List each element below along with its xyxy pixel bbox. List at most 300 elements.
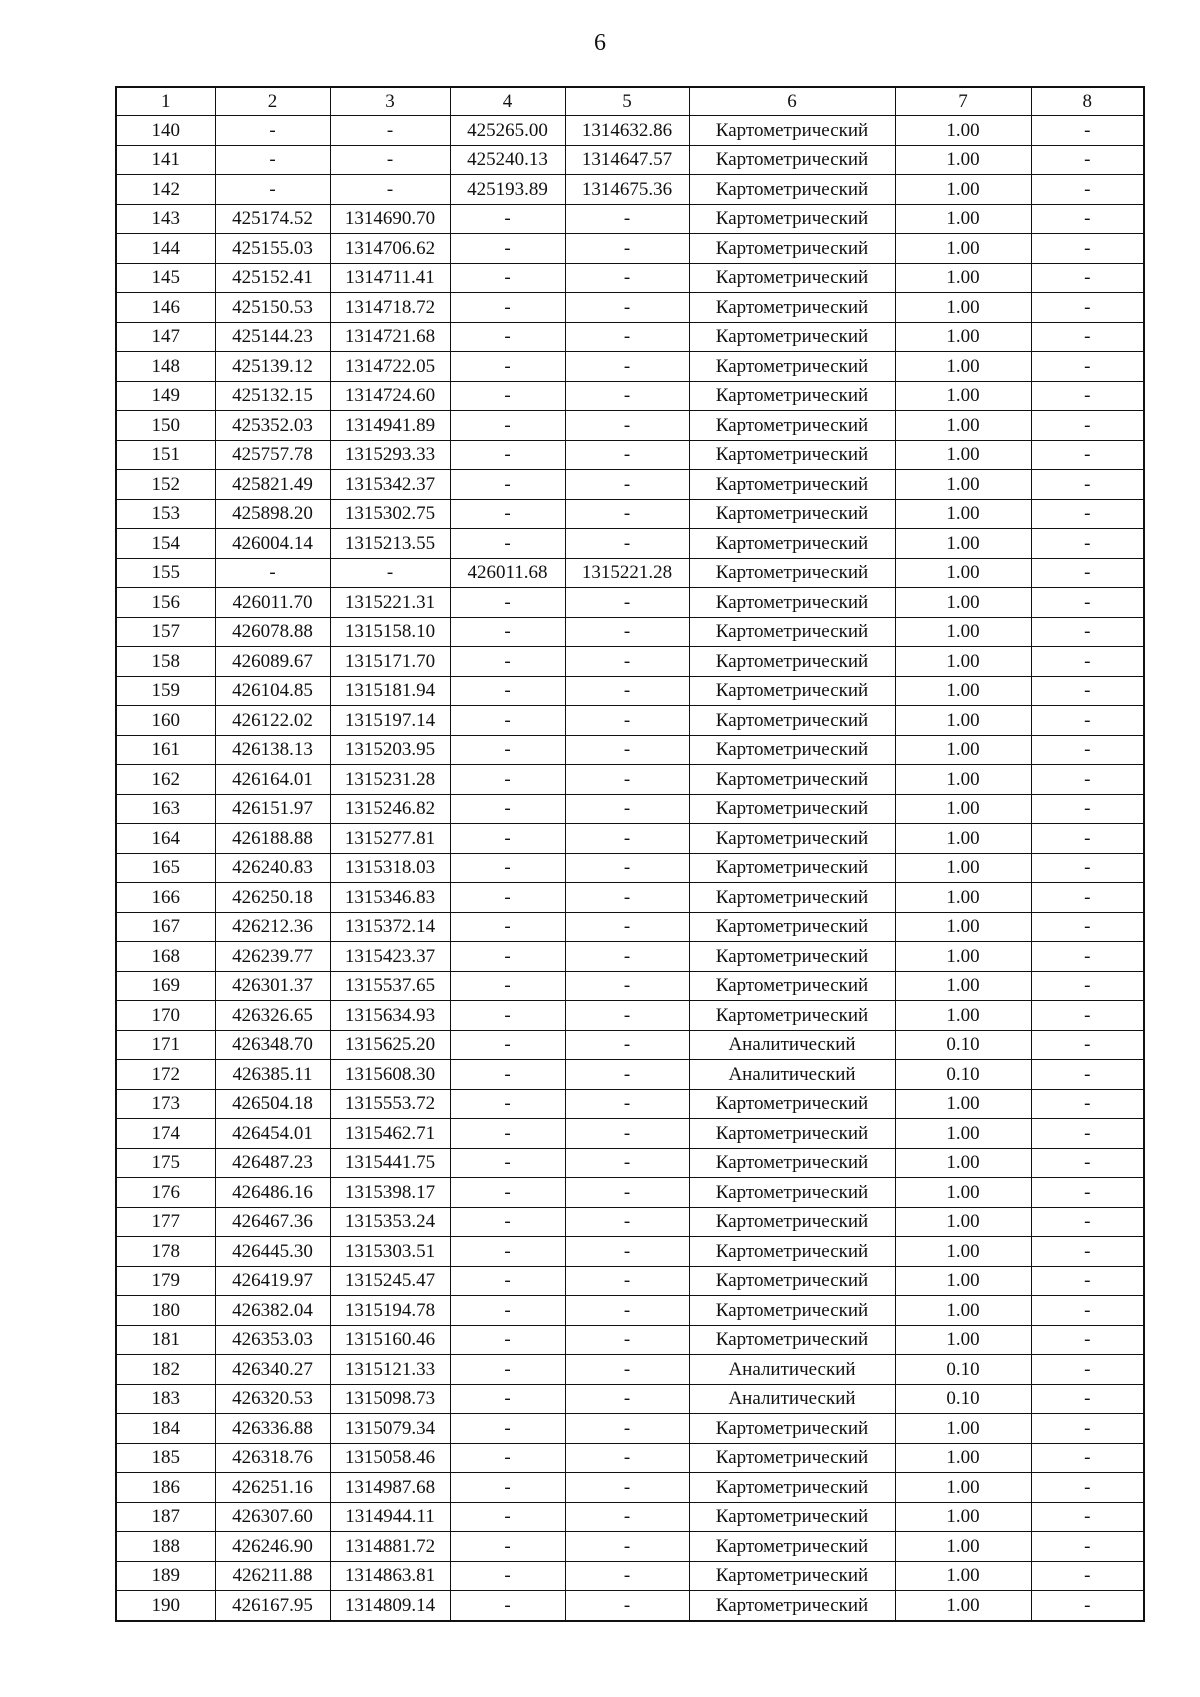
table-cell: - [565,647,689,677]
table-cell: - [1031,1178,1144,1208]
table-cell: 426419.97 [215,1266,330,1296]
table-cell: 1.00 [895,381,1031,411]
table-cell: 1314987.68 [330,1473,450,1503]
table-body [116,116,1144,1621]
table-cell: 1314632.86 [565,116,689,146]
table-row [116,824,1144,854]
table-cell: Картометрический [689,411,895,441]
table-cell: 426011.68 [450,558,565,588]
table-cell: 426487.23 [215,1148,330,1178]
table-cell: Картометрический [689,1296,895,1326]
table-cell: Картометрический [689,381,895,411]
table-cell: - [450,1384,565,1414]
table-cell: 1315303.51 [330,1237,450,1267]
table-cell: 426240.83 [215,853,330,883]
table-cell: 426336.88 [215,1414,330,1444]
table-header [116,87,1144,116]
table-cell: 177 [116,1207,215,1237]
table-cell: 1.00 [895,1561,1031,1591]
table-cell: - [450,883,565,913]
table-cell: - [450,1001,565,1031]
table-row [116,145,1144,175]
table-cell: 1.00 [895,1001,1031,1031]
table-cell: 1315246.82 [330,794,450,824]
table-cell: 425174.52 [215,204,330,234]
table-cell: - [450,912,565,942]
table-cell: - [565,794,689,824]
table-cell: - [565,1237,689,1267]
table-cell: 1315245.47 [330,1266,450,1296]
table-cell: Картометрический [689,204,895,234]
table-cell: - [450,1591,565,1621]
table-row [116,853,1144,883]
table-cell: 146 [116,293,215,323]
table-cell: 0.10 [895,1060,1031,1090]
table-row [116,499,1144,529]
table-cell: - [1031,1591,1144,1621]
table-cell: 1315372.14 [330,912,450,942]
table-cell: 426188.88 [215,824,330,854]
table-cell: 147 [116,322,215,352]
table-row [116,1502,1144,1532]
table-cell: - [450,588,565,618]
table-cell: 181 [116,1325,215,1355]
table-cell: - [565,676,689,706]
table-row [116,440,1144,470]
table-cell: - [565,499,689,529]
table-cell: - [1031,824,1144,854]
table-cell: 167 [116,912,215,942]
table-cell: 180 [116,1296,215,1326]
table-cell: - [565,1266,689,1296]
table-cell: - [565,234,689,264]
table-cell: 161 [116,735,215,765]
table-cell: - [565,1060,689,1090]
table-cell: - [565,381,689,411]
table-cell: 426211.88 [215,1561,330,1591]
table-cell: 1315553.72 [330,1089,450,1119]
table-cell: 1314711.41 [330,263,450,293]
table-cell: 426167.95 [215,1591,330,1621]
table-cell: - [1031,1060,1144,1090]
table-cell: 1.00 [895,1325,1031,1355]
table-cell: - [565,1207,689,1237]
table-cell: Картометрический [689,735,895,765]
table-cell: 1315441.75 [330,1148,450,1178]
table-cell: 143 [116,204,215,234]
table-cell: 145 [116,263,215,293]
table-cell: Картометрический [689,352,895,382]
table-cell: - [450,1148,565,1178]
table-cell: - [565,588,689,618]
table-cell: Картометрический [689,1089,895,1119]
table-row [116,204,1144,234]
table-cell: 144 [116,234,215,264]
table-cell: 426151.97 [215,794,330,824]
table-cell: Картометрический [689,1502,895,1532]
table-row [116,558,1144,588]
table-cell: 1315194.78 [330,1296,450,1326]
table-cell: Картометрический [689,765,895,795]
table-cell: - [1031,1325,1144,1355]
table-cell: 1315302.75 [330,499,450,529]
table-cell: - [565,1384,689,1414]
table-cell: 170 [116,1001,215,1031]
table-cell: - [450,204,565,234]
table-cell: 183 [116,1384,215,1414]
table-cell: 1.00 [895,735,1031,765]
table-cell: Картометрический [689,853,895,883]
table-cell: - [450,971,565,1001]
column-header: 2 [215,87,330,116]
table-cell: 426246.90 [215,1532,330,1562]
table-cell: 1.00 [895,470,1031,500]
table-cell: - [1031,440,1144,470]
table-cell: - [565,735,689,765]
table-cell: 1.00 [895,1119,1031,1149]
table-cell: - [565,1443,689,1473]
table-cell: - [565,1591,689,1621]
table-cell: 425155.03 [215,234,330,264]
table-cell: 158 [116,647,215,677]
table-row [116,1414,1144,1444]
table-row [116,1561,1144,1591]
table-row [116,470,1144,500]
table-cell: 187 [116,1502,215,1532]
table-cell: 425193.89 [450,175,565,205]
table-cell: 426138.13 [215,735,330,765]
table-cell: - [450,1414,565,1444]
table-cell: 1.00 [895,263,1031,293]
table-cell: - [1031,1089,1144,1119]
table-cell: Картометрический [689,1237,895,1267]
table-cell: - [565,1089,689,1119]
table-cell: 1314724.60 [330,381,450,411]
table-cell: - [565,1355,689,1385]
table-cell: Аналитический [689,1060,895,1090]
table-cell: - [450,1119,565,1149]
table-cell: 1.00 [895,411,1031,441]
table-row [116,765,1144,795]
table-cell: 1315197.14 [330,706,450,736]
table-cell: 426104.85 [215,676,330,706]
table-cell: - [450,499,565,529]
table-cell: 1.00 [895,588,1031,618]
table-cell: - [1031,470,1144,500]
table-cell: Картометрический [689,1148,895,1178]
table-cell: - [330,558,450,588]
table-cell: - [450,293,565,323]
table-cell: - [450,647,565,677]
table-cell: - [565,352,689,382]
table-cell: 1315634.93 [330,1001,450,1031]
table-cell: Картометрический [689,558,895,588]
table-cell: 426504.18 [215,1089,330,1119]
table-cell: 1.00 [895,1266,1031,1296]
table-cell: 426454.01 [215,1119,330,1149]
table-cell: 426164.01 [215,765,330,795]
table-cell: - [1031,234,1144,264]
table-cell: - [1031,1532,1144,1562]
table-cell: - [450,352,565,382]
table-cell: 426382.04 [215,1296,330,1326]
table-cell: 174 [116,1119,215,1149]
table-cell: 172 [116,1060,215,1090]
table-cell: - [1031,794,1144,824]
table-cell: 1.00 [895,647,1031,677]
table-cell: 182 [116,1355,215,1385]
table-cell: 1.00 [895,1207,1031,1237]
table-cell: 178 [116,1237,215,1267]
table-cell: 1314718.72 [330,293,450,323]
table-row [116,617,1144,647]
table-cell: 1315462.71 [330,1119,450,1149]
table-cell: 1315098.73 [330,1384,450,1414]
table-cell: 1.00 [895,706,1031,736]
table-cell: 190 [116,1591,215,1621]
table-cell: - [450,1473,565,1503]
table-cell: 425132.15 [215,381,330,411]
table-cell: 189 [116,1561,215,1591]
table-cell: - [450,1502,565,1532]
column-header: 4 [450,87,565,116]
table-cell: Картометрический [689,1001,895,1031]
table-cell: 1.00 [895,234,1031,264]
table-cell: - [1031,1296,1144,1326]
table-cell: 160 [116,706,215,736]
table-cell: - [565,1001,689,1031]
table-cell: - [565,263,689,293]
table-cell: 1.00 [895,1178,1031,1208]
table-cell: 426301.37 [215,971,330,1001]
table-cell: - [450,765,565,795]
table-cell: 156 [116,588,215,618]
table-cell: - [450,853,565,883]
table-cell: - [450,1060,565,1090]
table-cell: - [1031,1001,1144,1031]
table-cell: - [215,145,330,175]
table-cell: 1.00 [895,765,1031,795]
table-cell: - [450,1030,565,1060]
table-cell: 151 [116,440,215,470]
table-cell: 1.00 [895,1532,1031,1562]
table-cell: - [1031,912,1144,942]
table-cell: - [1031,558,1144,588]
table-cell: - [565,1178,689,1208]
table-row [116,1030,1144,1060]
table-cell: 1.00 [895,293,1031,323]
table-cell: - [1031,647,1144,677]
table-cell: 426239.77 [215,942,330,972]
table-cell: 1.00 [895,322,1031,352]
table-cell: 1315221.28 [565,558,689,588]
table-cell: - [1031,971,1144,1001]
table-cell: Картометрический [689,440,895,470]
table-cell: - [565,1325,689,1355]
table-cell: - [565,883,689,913]
table-cell: 426340.27 [215,1355,330,1385]
table-cell: Картометрический [689,824,895,854]
table-cell: 155 [116,558,215,588]
table-cell: 1.00 [895,145,1031,175]
table-cell: Картометрический [689,1591,895,1621]
table-cell: - [1031,1207,1144,1237]
table-cell: - [450,411,565,441]
table-cell: 1315203.95 [330,735,450,765]
table-cell: Картометрический [689,676,895,706]
table-cell: 1315231.28 [330,765,450,795]
table-cell: 426122.02 [215,706,330,736]
table-cell: 426320.53 [215,1384,330,1414]
table-row [116,1355,1144,1385]
table-cell: 1315160.46 [330,1325,450,1355]
table-cell: - [450,942,565,972]
table-cell: 140 [116,116,215,146]
table-cell: 1315398.17 [330,1178,450,1208]
table-cell: 1.00 [895,204,1031,234]
table-cell: 173 [116,1089,215,1119]
table-cell: - [565,470,689,500]
table-cell: - [450,1296,565,1326]
table-cell: 425265.00 [450,116,565,146]
table-cell: - [565,1148,689,1178]
column-header: 5 [565,87,689,116]
table-cell: - [450,735,565,765]
column-header: 6 [689,87,895,116]
table-cell: 426011.70 [215,588,330,618]
table-cell: Картометрический [689,1207,895,1237]
table-cell: 1315342.37 [330,470,450,500]
table-row [116,588,1144,618]
table-cell: 152 [116,470,215,500]
table-cell: 1314809.14 [330,1591,450,1621]
table-cell: 1.00 [895,1414,1031,1444]
table-cell: - [1031,1119,1144,1149]
table-cell: 0.10 [895,1355,1031,1385]
table-cell: - [450,706,565,736]
table-cell: - [450,1237,565,1267]
table-cell: Картометрический [689,1266,895,1296]
table-cell: 426078.88 [215,617,330,647]
table-row [116,971,1144,1001]
table-row [116,352,1144,382]
table-cell: - [565,1473,689,1503]
table-cell: 176 [116,1178,215,1208]
table-cell: - [1031,352,1144,382]
table-cell: 1.00 [895,499,1031,529]
table-cell: - [215,558,330,588]
table-cell: - [1031,145,1144,175]
table-cell: - [450,440,565,470]
table-cell: 184 [116,1414,215,1444]
table-row [116,1325,1144,1355]
table-cell: - [450,1089,565,1119]
table-cell: 186 [116,1473,215,1503]
table-cell: Картометрический [689,706,895,736]
table-cell: 1315537.65 [330,971,450,1001]
table-cell: 1314941.89 [330,411,450,441]
table-cell: - [1031,204,1144,234]
table-row [116,529,1144,559]
table-cell: - [450,470,565,500]
table-cell: 1.00 [895,1591,1031,1621]
table-cell: 1315079.34 [330,1414,450,1444]
table-cell: - [1031,706,1144,736]
table-cell: Аналитический [689,1384,895,1414]
table-cell: Аналитический [689,1355,895,1385]
table-cell: Картометрический [689,175,895,205]
table-cell: - [565,1296,689,1326]
coordinates-table [115,86,1145,1622]
table-cell: 426486.16 [215,1178,330,1208]
table-cell: 426348.70 [215,1030,330,1060]
table-cell: Картометрический [689,794,895,824]
table-row [116,647,1144,677]
table-cell: - [565,1119,689,1149]
table-row [116,706,1144,736]
table-cell: - [1031,1266,1144,1296]
table-cell: 0.10 [895,1030,1031,1060]
table-cell: 164 [116,824,215,854]
table-cell: 1315608.30 [330,1060,450,1090]
table-cell: 157 [116,617,215,647]
table-cell: - [565,1561,689,1591]
table-cell: - [565,942,689,972]
table-cell: 1.00 [895,116,1031,146]
table-row [116,676,1144,706]
table-cell: - [1031,1148,1144,1178]
table-cell: 1.00 [895,558,1031,588]
table-cell: - [565,1532,689,1562]
table-cell: 426089.67 [215,647,330,677]
table-cell: Картометрический [689,1414,895,1444]
table-cell: 426467.36 [215,1207,330,1237]
table-cell: 166 [116,883,215,913]
table-cell: 425144.23 [215,322,330,352]
table-cell: 1314881.72 [330,1532,450,1562]
header-row [116,87,1144,116]
table-cell: - [565,440,689,470]
table-cell: - [450,1443,565,1473]
table-cell: Картометрический [689,1561,895,1591]
table-cell: - [215,116,330,146]
table-cell: 149 [116,381,215,411]
table-row [116,794,1144,824]
table-cell: 1314722.05 [330,352,450,382]
table-cell: Картометрический [689,1473,895,1503]
table-cell: 1315158.10 [330,617,450,647]
table-row [116,912,1144,942]
table-cell: 1315171.70 [330,647,450,677]
table-cell: 150 [116,411,215,441]
table-cell: - [1031,293,1144,323]
table-cell: - [450,322,565,352]
page-number: 6 [594,30,606,56]
table-cell: 1315293.33 [330,440,450,470]
table-cell: 185 [116,1443,215,1473]
table-row [116,1207,1144,1237]
table-cell: 169 [116,971,215,1001]
table-cell: - [565,824,689,854]
table-cell: 1.00 [895,971,1031,1001]
table-cell: - [330,116,450,146]
table-cell: 425152.41 [215,263,330,293]
table-cell: Картометрический [689,1119,895,1149]
table-cell: - [1031,1237,1144,1267]
table-cell: 168 [116,942,215,972]
table-cell: - [565,293,689,323]
table-cell: 425821.49 [215,470,330,500]
